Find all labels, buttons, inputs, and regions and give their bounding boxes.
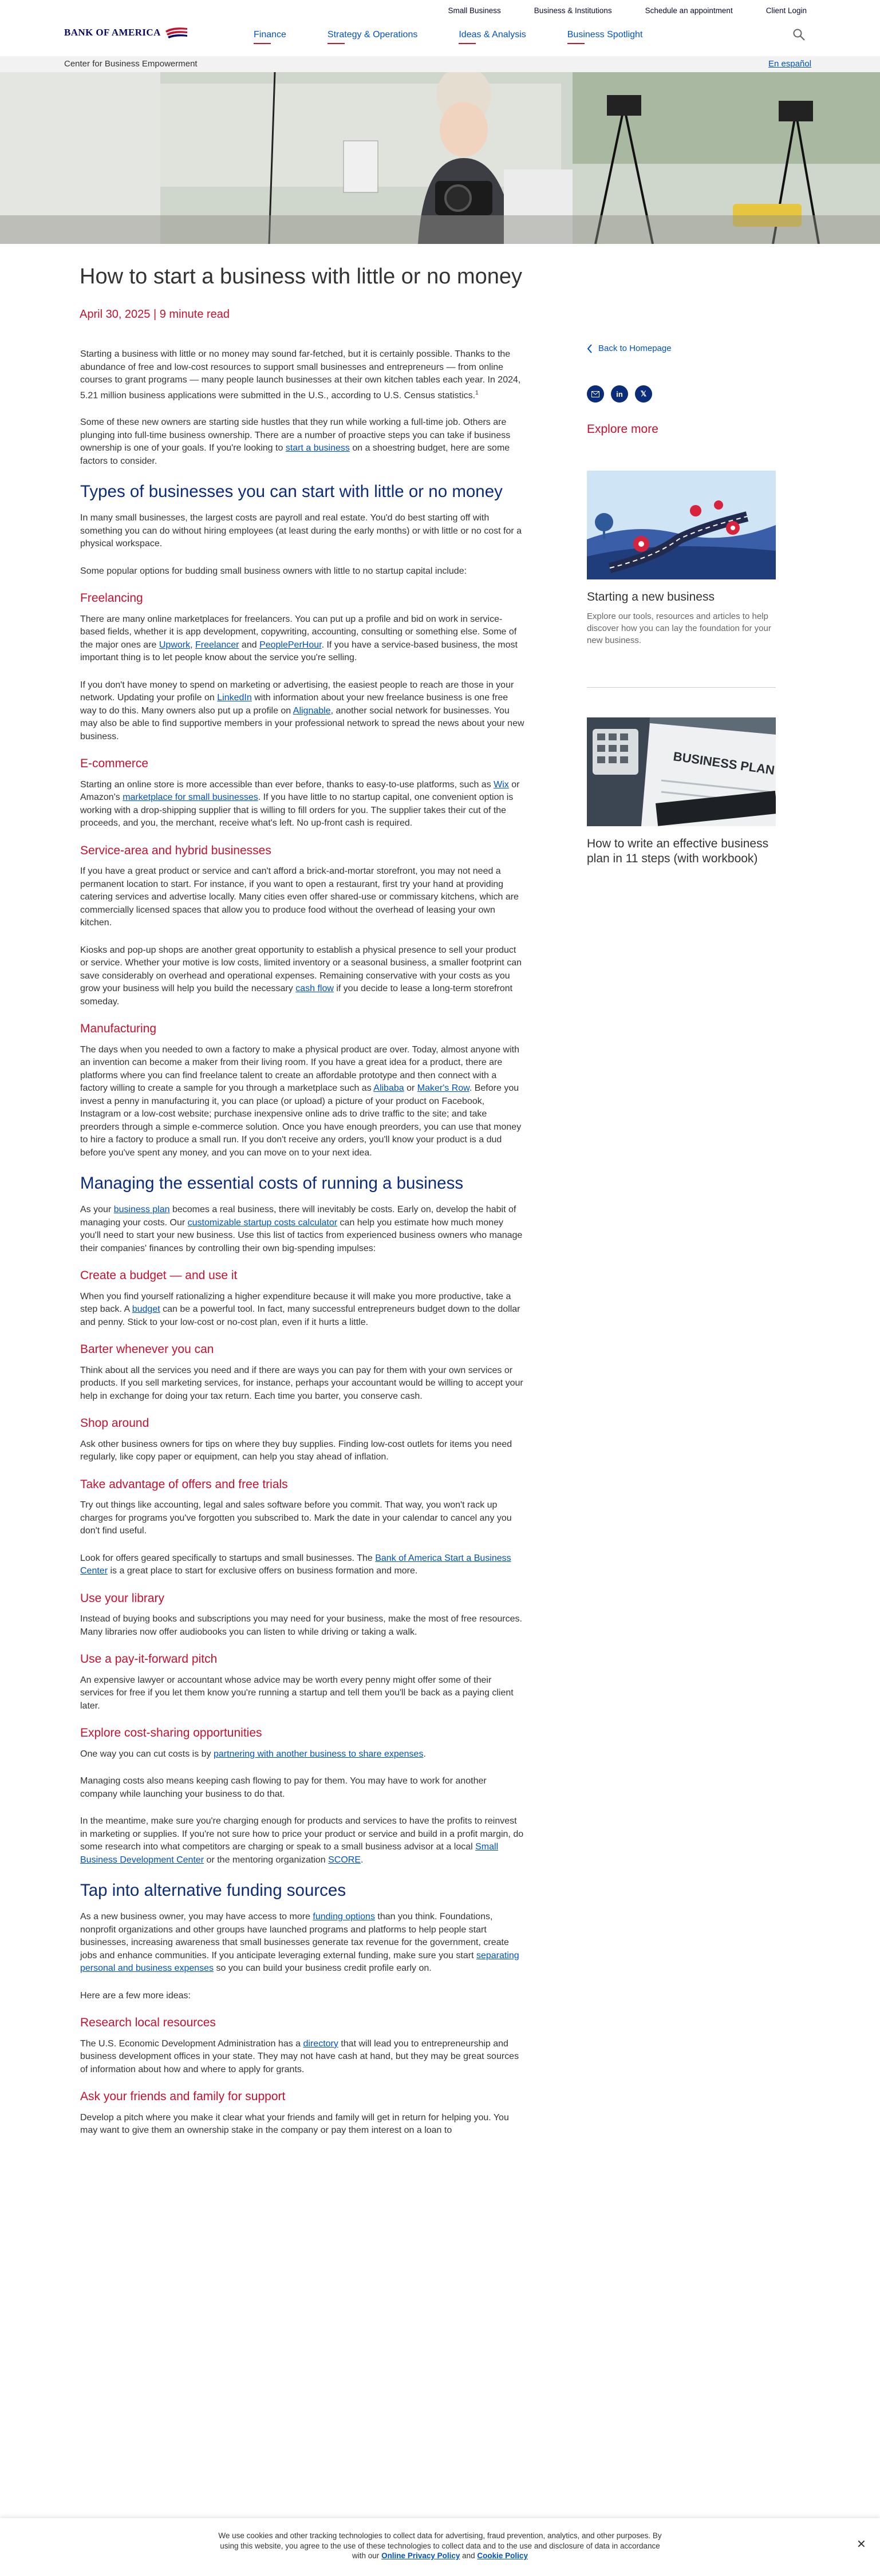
wix-link[interactable]: Wix (494, 779, 509, 790)
subsection-heading: Research local resources (80, 2016, 216, 2030)
flag-logo-icon (164, 26, 188, 39)
card2-title[interactable]: How to write an effective business plan in 11 steps (with workbook) (587, 837, 769, 865)
paragraph: Starting a business with little or no money may sound far-fetched, but it is certainly possible. Thanks to the abundance of free and low-cost resources to support small businesses and entrepreneurs — from online courses to grant programs — many people launch businesses at their own kitchen tables each year. In 2024, 5.21 million business applications were submitted in the U.S., according to U.S. Census statistics.$^1$ (80, 349, 521, 400)
nav-finance[interactable]: Finance (254, 30, 289, 40)
amazon-marketplace-link[interactable]: marketplace for small businesses (123, 792, 258, 803)
linkedin-icon[interactable]: in (611, 385, 628, 403)
close-icon[interactable]: ✕ (857, 2538, 866, 2551)
cookie-banner: We use cookies and other tracking technologies to collect data for advertising, fraud prevention, analytics, and other purposes. By using this website, you agree to the use of these technologies to collect data and to the use and disclosure of data in accordance with our Online Privacy Policy and Cookie Policy ✕ (0, 2518, 880, 2576)
alibaba-link[interactable]: Alibaba (373, 1083, 404, 1094)
paragraph: The days when you needed to own a factory to make a physical product are over. Today, almost anyone with an invention can become a maker from their living room. If you have a great idea for a product, there are platforms where you can find freelance talent to create an affordable prototype and then connect with a factory willing to create a sample for you through a marketplace such as Alibaba or Maker's Row. Before you invest a penny in manufacturing it, you can place (or upload) a picture of your product on Facebook, Instagram or a low-cost website; purchase inexpensive online ads to drive traffic to the site; and take preorders through a simple e-commerce solution. Once you have enough preorders, you can use that money to hire a factory to produce a small run. If you don't receive any orders, you'll know your product is a dud before you've spent any money, and you can move on to your next idea. (80, 1044, 522, 1158)
separating-expenses-link[interactable]: separating personal and business expenses (80, 1950, 519, 1974)
card1-image (587, 471, 776, 579)
share-buttons (587, 385, 652, 403)
subsection-heading: E-commerce (80, 757, 149, 771)
card1-title[interactable]: Starting a new business (587, 590, 715, 603)
paragraph: Kiosks and pop-up shops are another great opportunity to establish a physical presence to sell your product or service. Whether your motive is low costs, limited inventory or a seasonal business, a smaller footprint can save considerably on overhead and operational expenses. Remaining conservative with your costs as you grow your business will help you build the necessary cash flow if you decide to lease a long-term storefront someday. (80, 945, 522, 1007)
makers-row-link[interactable]: Maker's Row (417, 1083, 469, 1094)
linkedin-link[interactable]: LinkedIn (217, 693, 252, 703)
paragraph: In the meantime, make sure you're charging enough for products and services to have the profits to reinvest in marketing or supplies. If you're not sure how to price your product or service and build in a profit margin, do some research into what competitors are charging or speak to a small business advisor at a local Small Business Development Center or the mentoring organization SCORE. (80, 1816, 524, 1865)
paragraph: One way you can cut costs is by partnering with another business to share expenses. (80, 1749, 426, 1759)
util-business-institutions[interactable]: Business & Institutions (534, 6, 612, 15)
directory-link[interactable]: directory (303, 2038, 338, 2049)
paragraph: Think about all the services you need and if there are ways you can pay for them with your own services or products. If you sell marketing services, for instance, perhaps your accountant would be willing to accept your help in exchange for doing your tax return. Each time you barter, you conserve cash. (80, 1365, 523, 1401)
subsection-heading: Shop around (80, 1417, 149, 1430)
peopleperhour-link[interactable]: PeoplePerHour (259, 640, 322, 650)
hero-image (0, 72, 880, 244)
start-business-link[interactable]: start a business (285, 443, 350, 453)
subsection-heading: Create a budget — and use it (80, 1269, 238, 1283)
main-nav (0, 21, 880, 56)
article-title: How to start a business with little or no money (80, 265, 523, 289)
cbe-title[interactable]: Center for Business Empowerment (64, 59, 198, 69)
paragraph: Some popular options for budding small business owners with little to no startup capital include: (80, 566, 467, 576)
sbdc-link[interactable]: Small Business Development Center (80, 1842, 499, 1865)
section-heading: Tap into alternative funding sources (80, 1881, 346, 1900)
subsection-heading: Explore cost-sharing opportunities (80, 1726, 262, 1740)
email-icon[interactable] (587, 385, 604, 403)
logo[interactable] (64, 26, 188, 39)
article-header (37, 244, 570, 347)
paragraph: Here are a few more ideas: (80, 1990, 191, 2001)
search-icon[interactable] (792, 27, 807, 42)
card-business-plan[interactable] (587, 717, 776, 866)
paragraph: Starting an online store is more accessible than ever before, thanks to easy-to-use platforms, such as Wix or Amazon's marketplace for small businesses. If you have little to no startup capital, one convenient option is working with a drop-shipping supplier that is willing to fill orders for you. The supplier takes their cut of the proceeds, and you, the merchant, receive what's left. No up-front cash is required. (80, 779, 520, 829)
paragraph: In many small businesses, the largest costs are payroll and real estate. You'd do best starting off with something you can do without hiring employees (at least during the early months) or with little or no cost for a physical workspace. (80, 513, 522, 549)
paragraph: The U.S. Economic Development Administration has a directory that will lead you to entrepreneurship and business development offices in your state. They may not have cash at hand, but they may be great sources of information about how and where to apply for grants. (80, 2038, 519, 2074)
paragraph: Some of these new owners are starting side hustles that they run while working a full-time job. Others are plunging into full-time business ownership. There are a number of proactive steps you can take if business ownership is one of your goals. If you're looking to start a business on a shoestring budget, here are some factors to consider. (80, 417, 511, 466)
section-heading: Types of businesses you can start with little or no money (80, 482, 503, 502)
paragraph: Instead of buying books and subscriptions you may need for your business, make the most of free resources. Many libraries now offer audiobooks you can listen to while driving or taking a walk. (80, 1614, 522, 1637)
subsection-heading: Barter whenever you can (80, 1343, 214, 1356)
privacy-policy-link[interactable]: Online Privacy Policy (381, 2551, 460, 2560)
card2-image-text: BUSINESS PLAN (672, 749, 776, 778)
alignable-link[interactable]: Alignable (293, 705, 331, 716)
card2-image (587, 717, 776, 826)
subsection-heading: Manufacturing (80, 1022, 157, 1036)
partnering-link[interactable]: partnering with another business to share expenses (214, 1749, 424, 1759)
upwork-link[interactable]: Upwork (159, 640, 191, 650)
subsection-heading: Use a pay-it-forward pitch (80, 1652, 218, 1666)
card-starting-business[interactable] (587, 471, 776, 646)
logo-text: BANK OF AMERICA (64, 27, 161, 38)
cash-flow-link[interactable]: cash flow (295, 984, 334, 994)
hero-photo (0, 72, 880, 244)
util-schedule-appointment[interactable]: Schedule an appointment (645, 6, 733, 15)
paragraph: Ask other business owners for tips on where they buy supplies. Finding low-cost outlets for items you need regularly, like copy paper or equipment, can help you stay ahead of inflation. (80, 1439, 512, 1462)
card1-desc: Explore our tools, resources and articles to help discover how you can lay the foundation for your new business. (587, 612, 771, 645)
subsection-heading: Service-area and hybrid businesses (80, 843, 271, 857)
back-to-homepage-link[interactable] (587, 344, 672, 353)
x-icon[interactable]: 𝕏 (635, 385, 652, 403)
subsection-heading: Ask your friends and family for support (80, 2090, 286, 2104)
chevron-left-icon (587, 344, 593, 353)
subsection-heading: Freelancing (80, 591, 143, 605)
cookie-policy-link[interactable]: Cookie Policy (477, 2551, 528, 2560)
paragraph: When you find yourself rationalizing a higher expenditure because it will make you more productive, take a step back. A budget can be a powerful tool. In fact, many successful entrepreneurs budget down to the dollar and penny. Stick to your low-cost or no-cost plan, even if it hurts a little. (80, 1291, 520, 1327)
article-body (80, 348, 524, 2152)
explore-more-heading: Explore more (587, 423, 658, 436)
util-small-business[interactable]: Small Business (448, 6, 501, 15)
subsection-heading: Take advantage of offers and free trials (80, 1477, 288, 1491)
paragraph: Look for offers geared specifically to startups and small businesses. The Bank of America Start a Business Center is a great place to start for exclusive offers on business formation and more. (80, 1553, 511, 1576)
paragraph: Develop a pitch where you make it clear what your friends and family will get in return for helping you. You may want to give them an ownership stake in the company or pay them interest on a loan to (80, 2112, 509, 2136)
language-link[interactable]: En español (768, 59, 812, 69)
startup-calculator-link[interactable]: customizable startup costs calculator (187, 1217, 338, 1228)
paragraph: If you have a great product or service and can't afford a brick-and-mortar storefront, you may not need a permanent location to start. For instance, if you want to open a restaurant, first try your hand at providing catering services and advertise locally. Many cities even offer shared-use or commissary kitchens, which are commercially licensed spaces that allow you to produce food without the overhead of leasing your own kitchen. (80, 866, 519, 928)
paragraph: If you don't have money to spend on marketing or advertising, the easiest people to reach are those in your network. Updating your profile on LinkedIn with information about your new freelance business is one free way to do this. Many owners also put up a profile on Alignable, another social network for businesses. You may also be able to find supportive members in your professional network to spread the news about your new business. (80, 680, 524, 741)
util-client-login[interactable]: Client Login (765, 6, 807, 15)
paragraph: Managing costs also means keeping cash flowing to pay for them. You may have to work for another company while launching your business to do that. (80, 1776, 487, 1799)
subsection-heading: Use your library (80, 1591, 165, 1605)
paragraph: Try out things like accounting, legal and sales software before you commit. That way, you won't rack up charges for programs you've forgotten you subscribed to. Mark the date in your calendar to cancel any you don't find useful. (80, 1500, 512, 1536)
paragraph: As your business plan becomes a real business, there will inevitably be costs. Early on, develop the habit of managing your costs. Our customizable startup costs calculator can help you estimate how much money you'll need to start your new business. Use this list of tactics from experienced business owners who manage their companies' finances by controlling their own big-spending impulses: (80, 1205, 523, 1253)
paragraph: An expensive lawyer or accountant whose advice may be worth every penny might offer some of their services for free if you let them know you're running a startup and tell them you'll be back as a paying client later. (80, 1675, 514, 1711)
freelancer-link[interactable]: Freelancer (195, 640, 239, 650)
paragraph: As a new business owner, you may have access to more funding options than you think. Foundations, nonprofit organizations and other groups have launched programs and platforms to help people start businesses, increasing awareness that small businesses generate tax revenue for the government, create jobs and enhance communities. If you anticipate leveraging external funding, make sure you start separating personal and business expenses so you can build your business credit profile early on. (80, 1912, 519, 1974)
divider (587, 687, 776, 688)
budget-link[interactable]: budget (132, 1304, 160, 1315)
start-business-center-link[interactable]: Bank of America Start a Business Center (80, 1553, 511, 1576)
nav-ideas-analysis[interactable]: Ideas & Analysis (459, 30, 528, 40)
utility-nav (0, 0, 880, 21)
nav-strategy-operations[interactable]: Strategy & Operations (327, 30, 420, 40)
paragraph: There are many online marketplaces for freelancers. You can put up a profile and bid on work in service-based fields, whether it is app development, copywriting, accounting, consulting or something else. Some of the major ones are Upwork, Freelancer and PeoplePerHour. If you have a service-based business, the most important thing is to let people know about the service you're selling. (80, 614, 518, 663)
business-plan-link[interactable]: business plan (113, 1205, 170, 1215)
cbe-bar (0, 56, 880, 72)
nav-business-spotlight[interactable]: Business Spotlight (567, 30, 645, 40)
back-label: Back to Homepage (598, 344, 672, 353)
funding-options-link[interactable]: funding options (313, 1912, 375, 1922)
section-heading: Managing the essential costs of running a business (80, 1174, 464, 1193)
article-meta: April 30, 2025 | 9 minute read (80, 308, 230, 321)
score-link[interactable]: SCORE (328, 1855, 361, 1865)
footnote-ref[interactable]: 1 (475, 389, 479, 396)
